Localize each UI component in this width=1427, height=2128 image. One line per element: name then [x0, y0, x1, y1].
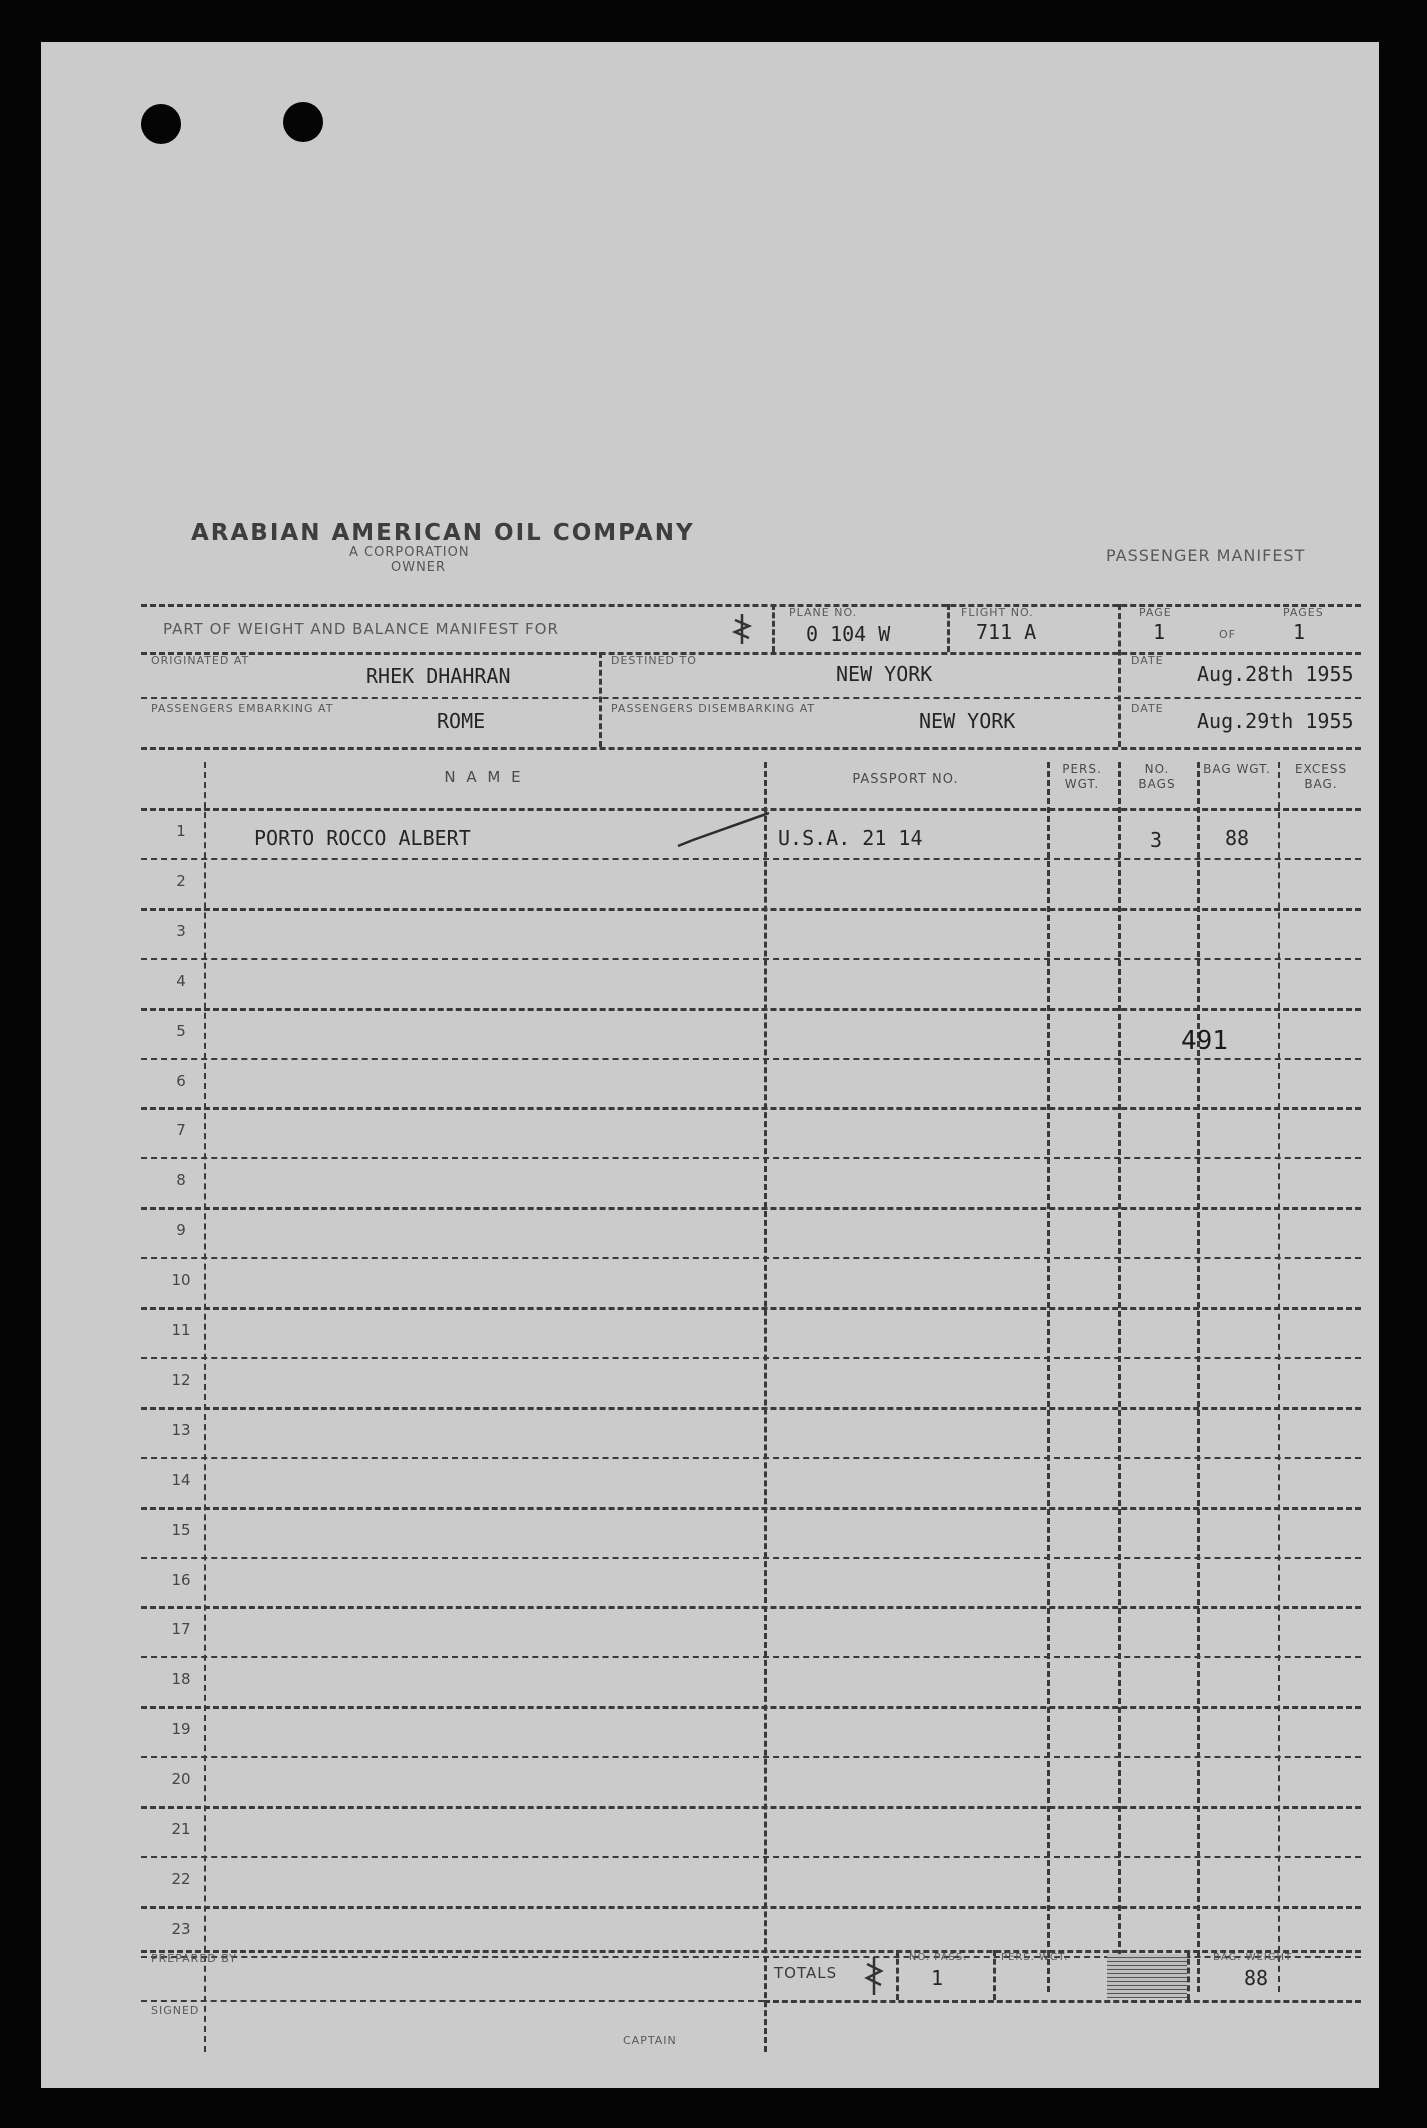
row-number: 7 — [176, 1121, 186, 1139]
row-rule — [141, 1407, 1361, 1410]
row-number: 22 — [171, 1870, 191, 1888]
row-rule — [141, 1507, 1361, 1510]
row-rule — [141, 1107, 1361, 1110]
row-number: 8 — [176, 1171, 186, 1189]
row-rule — [141, 1008, 1361, 1011]
row-number: 3 — [176, 922, 186, 940]
totals-label: TOTALS — [774, 1964, 838, 1982]
prepared-by-label: PREPARED BY — [151, 1952, 237, 1965]
row-number: 6 — [176, 1072, 186, 1090]
col-excess-bag-header: EXCESS BAG. — [1294, 762, 1348, 791]
rule — [599, 652, 602, 747]
row-number: 11 — [171, 1321, 191, 1339]
row-rule — [141, 1557, 1361, 1559]
row-number: 18 — [171, 1670, 191, 1688]
destined-label: DESTINED TO — [611, 654, 697, 667]
row-number: 16 — [171, 1571, 191, 1589]
originated-label: ORIGINATED AT — [151, 654, 250, 667]
disembarking-value: NEW YORK — [919, 709, 1016, 733]
plane-no-label: PLANE NO. — [789, 606, 858, 619]
row-rule — [141, 1257, 1361, 1259]
row-number: 23 — [171, 1920, 191, 1938]
row-rule — [141, 958, 1361, 960]
row-rule — [141, 908, 1361, 911]
row-number: 14 — [171, 1471, 191, 1489]
date1-label: DATE — [1131, 654, 1164, 667]
rule — [764, 2000, 1361, 2003]
stamp-mark-icon — [731, 612, 753, 646]
row-rule — [141, 1906, 1361, 1909]
row-number: 21 — [171, 1820, 191, 1838]
page-label: PAGE — [1139, 606, 1172, 619]
rule — [947, 604, 950, 652]
row-rule — [141, 1856, 1361, 1858]
rule — [141, 2000, 764, 2002]
row-number: 9 — [176, 1221, 186, 1239]
row-rule — [141, 1706, 1361, 1709]
rule — [896, 1950, 899, 2000]
row-rule — [141, 858, 1361, 860]
rule — [141, 1950, 1361, 1953]
col-passport-header: PASSPORT NO. — [852, 772, 959, 787]
disembarking-label: PASSENGERS DISEMBARKING AT — [611, 702, 816, 715]
bags-count: 3 — [1149, 828, 1163, 852]
row-number: 4 — [176, 972, 186, 990]
owner-label: OWNER — [391, 560, 447, 575]
row-rule — [141, 1806, 1361, 1809]
punch-hole — [141, 104, 181, 144]
row-rule — [141, 1656, 1361, 1658]
rule — [141, 652, 1361, 655]
flight-no: 711 A — [976, 620, 1037, 644]
hatched-box — [1107, 1954, 1187, 1998]
row-number: 5 — [176, 1022, 186, 1040]
page-number: 1 — [1153, 620, 1166, 644]
col-no-bags-header: NO. BAGS — [1138, 762, 1176, 791]
manifest-sheet — [41, 42, 1379, 2088]
bag-weight: 88 — [1224, 826, 1250, 850]
part-of-label: PART OF WEIGHT AND BALANCE MANIFEST FOR — [163, 620, 559, 638]
row-number: 15 — [171, 1521, 191, 1539]
pages-label: PAGES — [1283, 606, 1324, 619]
flight-no-label: FLIGHT NO. — [961, 606, 1034, 619]
corporation-label: A CORPORATION — [349, 545, 470, 560]
passport-number: U.S.A. 21 14 — [778, 826, 923, 850]
date2-value: Aug.29th 1955 — [1197, 709, 1354, 733]
company-name: ARABIAN AMERICAN OIL COMPANY — [191, 520, 695, 546]
date1-value: Aug.28th 1955 — [1197, 662, 1354, 686]
signed-label: SIGNED — [151, 2004, 200, 2017]
row-rule — [141, 1756, 1361, 1758]
pages-total: 1 — [1293, 620, 1306, 644]
row-number: 1 — [176, 822, 186, 840]
rule — [1187, 1950, 1190, 2000]
row-number: 20 — [171, 1770, 191, 1788]
date2-label: DATE — [1131, 702, 1164, 715]
of-label: OF — [1219, 628, 1236, 641]
pers-wgt-total-label: PERS. WGT. — [1001, 1952, 1069, 1963]
destined-value: NEW YORK — [836, 662, 933, 686]
check-stroke-icon — [675, 810, 775, 850]
no-pass-label: NO. PASS. — [909, 1952, 968, 1963]
row-rule — [141, 1058, 1361, 1060]
row-rule — [141, 1307, 1361, 1310]
embarking-label: PASSENGERS EMBARKING AT — [151, 702, 334, 715]
row-rule — [141, 1457, 1361, 1459]
stamp-mark-icon — [863, 1954, 885, 1998]
row-number: 17 — [171, 1620, 191, 1638]
no-pass-value: 1 — [931, 1966, 944, 1990]
plane-no: 0 104 W — [806, 622, 891, 646]
bag-weight-total-label: BAG. WEIGHT — [1213, 1952, 1293, 1963]
rule — [141, 747, 1361, 750]
rule — [1118, 604, 1121, 747]
row-rule — [141, 1207, 1361, 1210]
col-name-header: N A M E — [444, 768, 524, 786]
form-title: PASSENGER MANIFEST — [1106, 546, 1306, 565]
row-number: 19 — [171, 1720, 191, 1738]
bag-weight-total: 88 — [1244, 1966, 1269, 1990]
rule — [993, 1950, 996, 2000]
col-bag-wgt-header: BAG WGT. — [1203, 762, 1271, 776]
row-rule — [141, 1157, 1361, 1159]
captain-label: CAPTAIN — [623, 2034, 677, 2047]
row-number: 12 — [171, 1371, 191, 1389]
row-rule — [141, 1357, 1361, 1359]
row-number: 10 — [171, 1271, 191, 1289]
passenger-name: PORTO ROCCO ALBERT — [254, 826, 471, 850]
col-pers-wgt-header: PERS. WGT. — [1062, 762, 1102, 791]
rule — [141, 604, 1361, 607]
embarking-value: ROME — [437, 709, 486, 733]
rule — [772, 604, 775, 652]
row-number: 2 — [176, 872, 186, 890]
punch-hole — [283, 102, 323, 142]
rule — [141, 697, 1361, 699]
originated-value: RHEK DHAHRAN — [366, 664, 511, 688]
stamped-number: 491 — [1181, 1026, 1228, 1056]
row-number: 13 — [171, 1421, 191, 1439]
row-rule — [141, 1606, 1361, 1609]
